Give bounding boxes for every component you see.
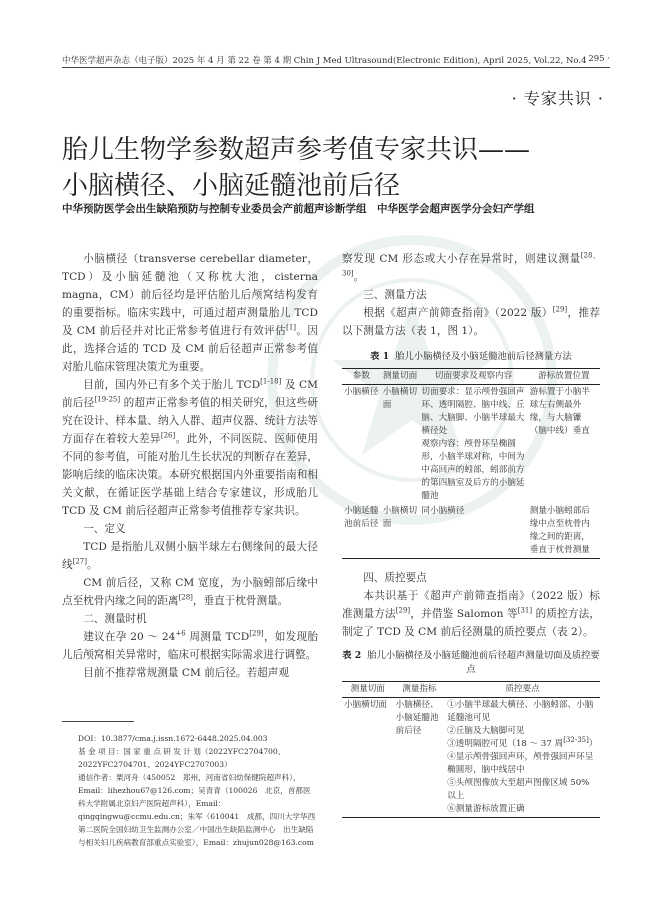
- table-1-header: 游标放置位置: [528, 369, 600, 385]
- section-heading-definition: 一、定义: [83, 523, 126, 535]
- table-row: 小脑横径 小脑横切面 切面要求：显示颅骨强回声环、透明隔腔、脑中线、丘脑、大脑脚、小脑半球最大横径处 观察内容：颅骨环呈椭圆形，小脑半球对称，中间为中高回声的蚓部，蚓部前方的第四脑室及后方的小脑延髓池 游标置于小脑半球左右侧最外缘，与大脑镰（脑中线）垂直: [344, 387, 590, 501]
- qc-point: ②丘脑及大脑脚可见: [447, 726, 525, 736]
- author-groups: 中华预防医学会出生缺陷预防与控制专业委员会产前超声诊断学组 中华医学会超声医学分会妇产学组: [62, 203, 535, 215]
- doi: DOI：10.3877/cma.j.issn.1672-6448.2025.04.003: [78, 734, 268, 743]
- citation: [26]: [160, 431, 176, 440]
- table-2-header: 测量切面: [342, 682, 394, 698]
- footnotes: [62, 732, 318, 849]
- citation: [32-35]: [563, 736, 589, 745]
- cm-paragraph-start: 目前不推荐常规测量 CM 前后径。若超声观: [83, 667, 289, 679]
- article-title: [62, 132, 602, 204]
- qc-point: ⑤头颅图像放大至超声图像区域 50% 以上: [447, 778, 590, 801]
- page-number: · 295 ·: [582, 54, 610, 64]
- section-heading-method: 三、测量方法: [363, 289, 427, 301]
- citation: [1-18]: [260, 377, 282, 386]
- journal-info: 中华医学超声杂志（电子版）2025 年 4 月 第 22 卷 第 4 期 Chin J Med Ultrasound(Electronic Edition), April 2025, Vol.22, No.4: [62, 56, 587, 66]
- section-tag: · 专家共识 ·: [511, 89, 604, 108]
- funding: 基 金 项 目：国 家 重 点 研 发 计 划（2022YFC2704700、2022YFC2704701、2024YFC2707003）: [78, 747, 286, 769]
- title-line-1: 胎儿生物学参数超声参考值专家共识——: [62, 135, 531, 165]
- citation: [29]: [249, 629, 264, 638]
- cm-paragraph-end: 察发现 CM 形态或大小存在异常时，则建议测量[28，30]。: [342, 251, 600, 283]
- table-row: 小脑延髓池前后径 小脑横切面 同小脑横径 测量小脑蚓部后缘中点至枕骨内缘之间的距离，垂直于枕骨测量: [342, 504, 600, 559]
- section-heading-qc: 四、质控要点: [363, 572, 427, 584]
- qc-point: ①小脑半球最大横径、小脑蚓部、小脑延髓池可见: [447, 700, 594, 723]
- intro-paragraph-2: 目前，国内外已有多个关于胎儿 TCD[1-18] 及 CM 前后径[19-25] 的超声正常参考值的相关研究，但这些研究在设计、样本量、纳入人群、超声仪器、统计方法等方面存在着较大差异[26]。此外，不同医院、医师使用不同的参考值，可能对胎儿生长状况的判断存在差异，影响后续的临床决策。本研究根据国内外重要指南和相关文献，在循证医学基础上结合专家建议，形成胎儿 TCD 及 CM 前后径超声正常参考值推荐专家共识。: [62, 377, 319, 517]
- citation: [28]: [178, 593, 193, 602]
- intro-paragraph-1: 小脑横径（transverse cerebellar diameter，TCD）及小脑延髓池（又称枕大池，cisterna magna，CM）前后径均是评估胎儿后颅窝结构发育的重要指标。临床实践中，可通过超声测量胎儿 TCD 及 CM 前后径并对比正常参考值进行有效评估[1]。因此，选择合适的 TCD 及 CM 前后径超声正常参考值对胎儿临床管理决策尤为重要。: [62, 253, 319, 373]
- qc-paragraph: 本共识基于《超声产前筛查指南》（2022 版）标准测量方法[29]，并借鉴 Salomon 等[31] 的质控方法，制定了 TCD 及 CM 前后径测量的质控要点（表 2）。: [342, 590, 601, 638]
- qc-point: ④显示颅骨强回声环，颅骨强回声环呈椭圆形，脑中线居中: [447, 752, 594, 775]
- qc-points: [445, 698, 600, 818]
- header-rule: [62, 67, 610, 68]
- left-column: [62, 250, 318, 682]
- table-1-header: 切面要求及观察内容: [419, 369, 527, 385]
- table-2-caption: 表 2 胎儿小脑横径及小脑延髓池前后径超声测量切面及质控要点: [342, 650, 600, 675]
- footnote-rule: [62, 721, 134, 722]
- table-1-header: 参数: [342, 369, 381, 385]
- citation: [28，30]: [342, 251, 600, 278]
- timing-paragraph: 建议在孕 20 ～ $24^{+6}$ 周测量 TCD[29]，如发现胎儿后颅窝相关异常时，临床可根据实际需求进行调整。: [62, 629, 319, 661]
- citation: [19-25]: [94, 395, 121, 404]
- table-1: [342, 368, 600, 559]
- title-line-2: 小脑横径、小脑延髓池前后径: [62, 171, 401, 201]
- running-header: [62, 54, 610, 66]
- qc-point: ⑥测量游标放置正确: [447, 804, 525, 814]
- citation: [29]: [552, 305, 568, 314]
- table-1-header: 测量切面: [381, 369, 420, 385]
- citation: [29]: [395, 606, 411, 615]
- definition-tcd: TCD 是指胎儿双侧小脑半球左右侧缘间的最大径线[27]。: [62, 541, 318, 571]
- corresponding-authors: 通信作者：栗河舟（450052 郑州，河南省妇幼保健院超声科），Email：lihezhou67@126.com；吴青青（100026 北京，首都医科大学附属北京妇产医院超声科），Email：qingqingwu@ccmu.edu.cn；朱军（610041 成都，四川大学华西第二医院全国妇幼卫生监测办公室／中国出生缺陷监测中心 出生缺陷与相关妇儿疾病教育部重点实验室），Email：zhujun028@163.com: [78, 773, 316, 847]
- table-2-header: 测量指标: [394, 682, 446, 698]
- table-2-header: 质控要点: [445, 682, 600, 698]
- table-1-caption: 表 1 胎儿小脑横径及小脑延髓池前后径测量方法: [370, 351, 572, 362]
- qc-point: ③透明隔腔可见（18 ～ 37 周[32-35]）: [447, 736, 598, 749]
- citation: [1]: [286, 323, 297, 332]
- definition-cm: CM 前后径，又称 CM 宽度，为小脑蚓部后缘中点至枕骨内缘之间的距离[28]，垂直于枕骨测量。: [62, 577, 318, 607]
- method-paragraph: 根据《超声产前筛查指南》（2022 版）[29]，推荐以下测量方法（表 1，图 1）。: [342, 305, 600, 337]
- table-row: 小脑横切面 小脑横径、小脑延髓池前后径 ①小脑半球最大横径、小脑蚓部、小脑延髓池可见 ②丘脑及大脑脚可见 ③透明隔腔可见（18 ～ 37 周[32-35]） ④显示颅骨强回声环，颅骨强回声环呈椭圆形，脑中线居中 ⑤头颅图像放大至超声图像区域 50% 以上 ⑥测量游标放置正确: [342, 698, 600, 818]
- right-column: [342, 250, 600, 818]
- section-heading-timing: 二、测量时机: [83, 613, 147, 625]
- citation: [27]: [72, 557, 87, 566]
- table-2: [342, 681, 600, 818]
- citation: [31]: [517, 606, 533, 615]
